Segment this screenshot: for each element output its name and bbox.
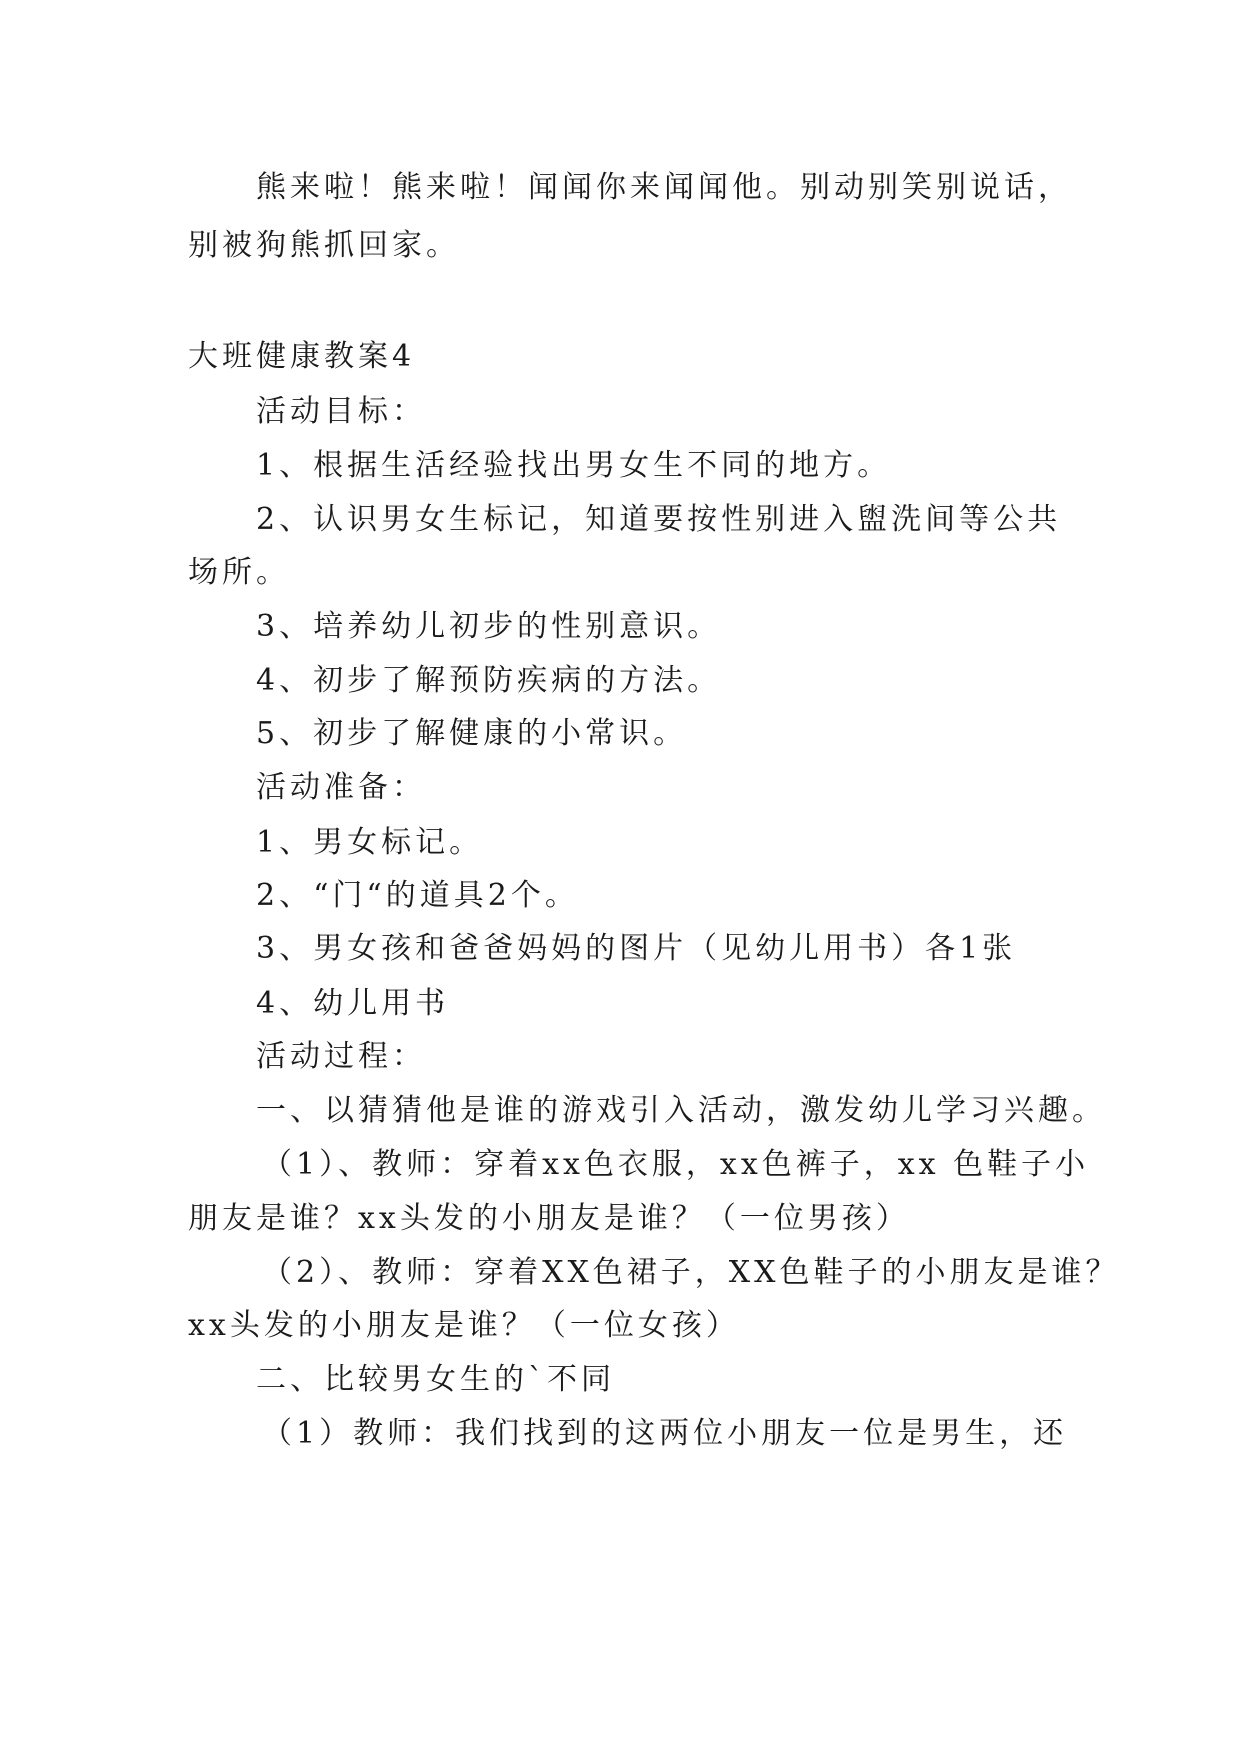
paragraph-line: 熊来啦！熊来啦！闻闻你来闻闻他。别动别笑别说话，	[256, 170, 1072, 205]
list-item: 4、幼儿用书	[256, 986, 450, 1021]
subheading-preparation: 活动准备：	[256, 770, 426, 805]
section-title: 大班健康教案4	[188, 339, 416, 374]
list-item: 3、培养幼儿初步的性别意识。	[256, 609, 722, 644]
paragraph-line: xx头发的小朋友是谁？（一位女孩）	[188, 1308, 740, 1343]
paragraph-line: （1）教师：我们找到的这两位小朋友一位是男生，还	[262, 1416, 1068, 1451]
list-item: 2、“门“的道具2个。	[256, 878, 579, 913]
subheading-process: 活动过程：	[256, 1039, 426, 1074]
step-heading: 一、以猜猜他是谁的游戏引入活动，激发幼儿学习兴趣。	[256, 1093, 1106, 1128]
list-item-continued: 场所。	[188, 555, 290, 590]
list-item: 2、认识男女生标记，知道要按性别进入盥洗间等公共	[256, 502, 1062, 537]
paragraph-line: （2）、教师：穿着XX色裙子，XX色鞋子的小朋友是谁？	[262, 1255, 1120, 1290]
list-item: 3、男女孩和爸爸妈妈的图片（见幼儿用书）各1张	[256, 931, 1017, 966]
step-heading: 二、比较男女生的`不同	[256, 1362, 615, 1397]
list-item: 1、根据生活经验找出男女生不同的地方。	[256, 448, 892, 483]
list-item: 4、初步了解预防疾病的方法。	[256, 663, 722, 698]
paragraph-line: （1）、教师：穿着xx色衣服，xx色裤子，xx 色鞋子小	[262, 1147, 1090, 1182]
paragraph-line: 朋友是谁？xx头发的小朋友是谁？（一位男孩）	[188, 1201, 910, 1236]
list-item: 5、初步了解健康的小常识。	[256, 716, 688, 751]
paragraph-line: 别被狗熊抓回家。	[188, 228, 460, 263]
subheading-goals: 活动目标：	[256, 394, 426, 429]
list-item: 1、男女标记。	[256, 825, 484, 860]
